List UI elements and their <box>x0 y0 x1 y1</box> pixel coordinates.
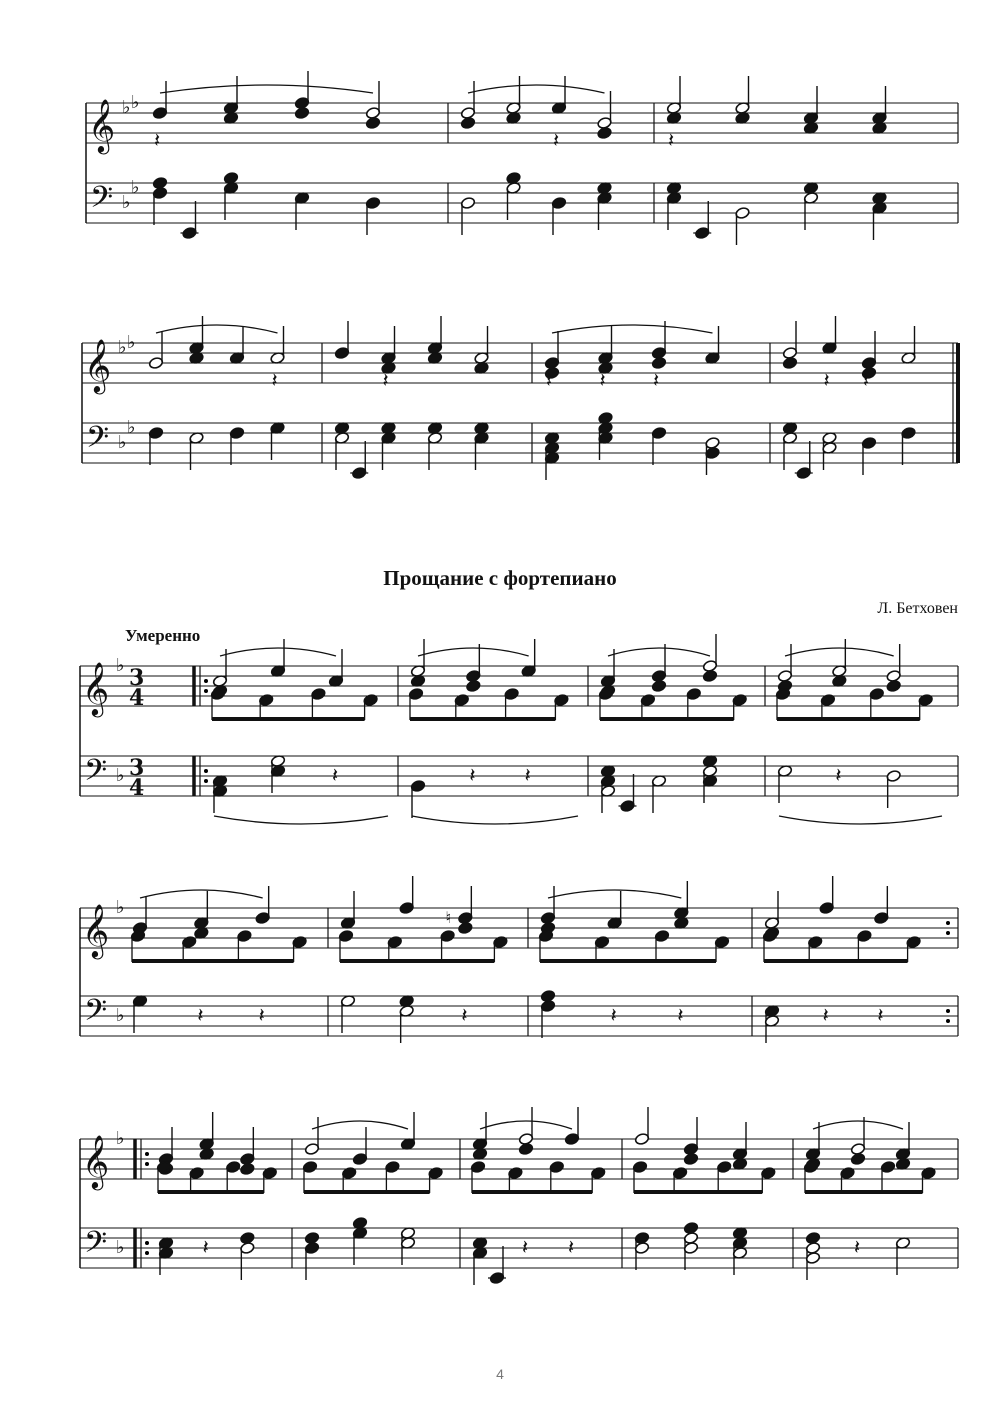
key-signature-flat-icon: ♭ <box>116 1128 125 1149</box>
slur <box>480 1121 572 1129</box>
quarter-rest-icon: 𝄽 <box>546 368 553 392</box>
page-number: 4 <box>496 1366 504 1382</box>
eighth-beam <box>764 959 908 963</box>
slur <box>813 1121 903 1129</box>
quarter-rest-icon: 𝄽 <box>258 1003 265 1027</box>
eighth-beam <box>340 959 494 963</box>
eighth-beam <box>410 717 555 721</box>
treble-chord-note <box>460 116 475 129</box>
slur <box>312 1121 408 1129</box>
quarter-rest-icon: 𝄽 <box>469 763 476 787</box>
treble-chord-note <box>365 116 380 129</box>
quarter-rest-icon: 𝄽 <box>197 1003 204 1027</box>
treble-chord-note <box>597 126 612 139</box>
slur <box>785 648 894 656</box>
repeat-dot <box>946 921 950 925</box>
repeat-dot <box>204 769 208 773</box>
quarter-rest-icon: 𝄽 <box>202 1235 209 1259</box>
bass-tie <box>412 816 578 824</box>
key-signature-flat-icon: ♭ <box>118 337 127 358</box>
slur <box>468 85 605 93</box>
key-signature-flat-icon: ♭ <box>122 97 131 118</box>
treble-chord-note <box>782 356 797 369</box>
treble-clef-icon: 𝄞 <box>82 1134 110 1188</box>
quarter-rest-icon: 𝄽 <box>524 763 531 787</box>
bass-clef-icon: 𝄢 <box>90 181 114 222</box>
bass-clef-icon: 𝄢 <box>84 994 108 1035</box>
treble-chord-note <box>850 1152 865 1165</box>
key-signature-flat-icon: ♭ <box>116 655 125 676</box>
slur <box>608 648 710 656</box>
treble-clef-icon: 𝄞 <box>84 338 112 392</box>
key-signature-flat-icon: ♭ <box>127 417 136 438</box>
slur <box>418 648 529 656</box>
treble-chord-note <box>702 669 717 682</box>
time-signature-lower: 4 <box>129 775 145 801</box>
eighth-beam <box>634 1190 762 1194</box>
bass-chord-note <box>152 176 167 189</box>
repeat-dot <box>946 1019 950 1023</box>
quarter-rest-icon: 𝄽 <box>522 1235 529 1259</box>
repeat-dot <box>946 931 950 935</box>
bass-chord-note <box>805 1231 820 1244</box>
eighth-beam <box>777 717 920 721</box>
slur <box>548 890 681 898</box>
quarter-rest-icon: 𝄽 <box>863 368 870 392</box>
eighth-beam <box>158 1190 264 1194</box>
key-signature-flat-icon: ♭ <box>118 432 127 453</box>
piece-title: Прощание с фортепиано <box>383 566 617 590</box>
repeat-dot <box>145 1251 149 1255</box>
eighth-beam <box>805 1190 923 1194</box>
quarter-rest-icon: 𝄽 <box>610 1003 617 1027</box>
treble-chord-note <box>458 921 473 934</box>
bass-chord-note <box>240 1231 255 1244</box>
key-signature-flat-icon: ♭ <box>116 1237 125 1258</box>
treble-clef-icon: 𝄞 <box>82 661 110 715</box>
repeat-dot <box>204 689 208 693</box>
bass-chord-note <box>304 1231 319 1244</box>
key-signature-flat-icon: ♭ <box>116 765 125 786</box>
slur <box>160 85 373 93</box>
quarter-rest-icon: 𝄽 <box>271 368 278 392</box>
key-signature-flat-icon: ♭ <box>116 897 125 918</box>
treble-chord-note <box>683 1152 698 1165</box>
quarter-rest-icon: 𝄽 <box>822 1003 829 1027</box>
quarter-rest-icon: 𝄽 <box>332 763 339 787</box>
quarter-rest-icon: 𝄽 <box>154 128 161 152</box>
treble-clef-icon: 𝄞 <box>82 903 110 957</box>
repeat-dot <box>204 779 208 783</box>
slur <box>552 325 713 333</box>
treble-chord-note <box>651 679 666 692</box>
eighth-beam <box>132 959 294 963</box>
treble-clef-icon: 𝄞 <box>88 98 116 152</box>
quarter-rest-icon: 𝄽 <box>653 368 660 392</box>
composer-name: Л. Бетховен <box>877 600 958 617</box>
key-signature-flat-icon: ♭ <box>122 192 131 213</box>
eighth-beam <box>212 717 365 721</box>
key-signature-flat-icon: ♭ <box>131 92 140 113</box>
bass-clef-icon: 𝄢 <box>86 421 110 462</box>
eighth-beam <box>472 1190 592 1194</box>
treble-chord-note <box>466 679 481 692</box>
quarter-rest-icon: 𝄽 <box>568 1235 575 1259</box>
repeat-dot <box>145 1162 149 1166</box>
time-signature-upper: 3 <box>129 665 145 691</box>
slur <box>156 325 278 333</box>
quarter-rest-icon: 𝄽 <box>677 1003 684 1027</box>
key-signature-flat-icon: ♭ <box>127 332 136 353</box>
tempo-marking: Умеренно <box>125 626 201 645</box>
quarter-rest-icon: 𝄽 <box>668 128 675 152</box>
time-signature-lower: 4 <box>129 685 145 711</box>
repeat-dot <box>145 1152 149 1156</box>
treble-chord-note <box>886 679 901 692</box>
time-signature-upper: 3 <box>129 755 145 781</box>
slur <box>220 648 336 656</box>
bass-clef-icon: 𝄢 <box>84 1226 108 1267</box>
quarter-rest-icon: 𝄽 <box>835 763 842 787</box>
repeat-dot <box>946 1009 950 1013</box>
quarter-rest-icon: 𝄽 <box>877 1003 884 1027</box>
treble-chord-note <box>294 106 309 119</box>
quarter-rest-icon: 𝄽 <box>382 368 389 392</box>
quarter-rest-icon: 𝄽 <box>823 368 830 392</box>
bass-tie <box>779 816 942 824</box>
bass-tie <box>214 816 388 824</box>
repeat-dot <box>145 1241 149 1245</box>
repeat-dot <box>204 679 208 683</box>
treble-chord-note <box>240 1162 255 1175</box>
key-signature-flat-icon: ♭ <box>131 177 140 198</box>
eighth-beam <box>540 959 716 963</box>
treble-chord-note <box>518 1142 533 1155</box>
quarter-rest-icon: 𝄽 <box>461 1003 468 1027</box>
quarter-rest-icon: 𝄽 <box>599 368 606 392</box>
bass-clef-icon: 𝄢 <box>84 754 108 795</box>
bass-chord-note <box>540 989 555 1002</box>
eighth-beam <box>304 1190 430 1194</box>
quarter-rest-icon: 𝄽 <box>553 128 560 152</box>
eighth-beam <box>600 717 734 721</box>
accidental-icon: ♮ <box>445 908 452 927</box>
bass-chord-note <box>683 1221 698 1234</box>
quarter-rest-icon: 𝄽 <box>854 1235 861 1259</box>
key-signature-flat-icon: ♭ <box>116 1005 125 1026</box>
slur <box>140 890 263 898</box>
